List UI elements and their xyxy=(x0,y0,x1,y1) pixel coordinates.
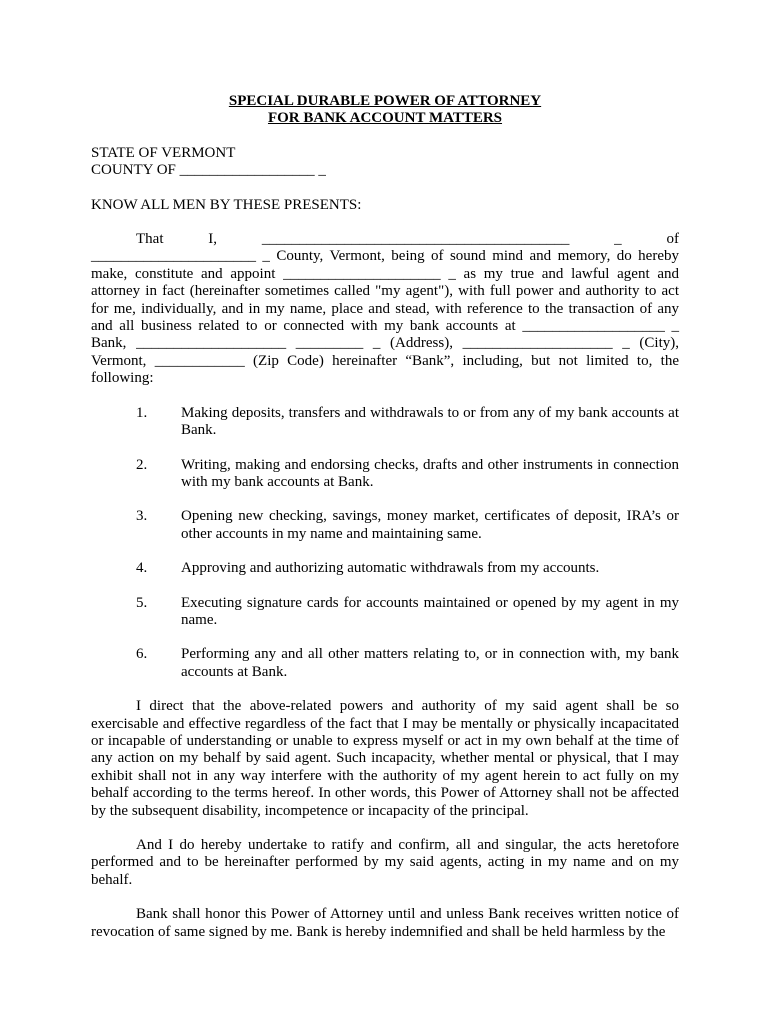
list-item-number: 1. xyxy=(136,404,148,421)
list-item xyxy=(91,560,679,577)
list-item-text: Writing, making and endorsing checks, drafts and other instruments in connection with my bank accounts at Bank. xyxy=(181,456,679,490)
list-item xyxy=(91,595,679,630)
list-item-text: Opening new checking, savings, money market, certificates of deposit, IRA’s or other accounts in my name and maintaining same. xyxy=(181,508,679,542)
intro-line: KNOW ALL MEN BY THESE PRESENTS: xyxy=(91,196,362,213)
list-item-number: 4. xyxy=(136,560,148,577)
list-item xyxy=(91,457,679,492)
list-item xyxy=(91,646,679,681)
list-item xyxy=(91,508,679,543)
state-line: STATE OF VERMONT xyxy=(91,144,236,161)
list-item-text: Approving and authorizing automatic withdrawals from my accounts. xyxy=(181,560,600,577)
list-item-number: 2. xyxy=(136,456,148,473)
appointment-paragraph: That I, _________________________________________ _ of ______________________ _ County, Vermont, being of sound mind and memory, do hereby make, constitute and appoint _____________________ _ as my true and lawful agent and attorney in fact (hereinafter sometimes called "my agent"), with full power and authority to act for me, individually, and in my name, place and stead, with reference to the transaction of any and all business related to or connected with my bank accounts at ___________________ _ Bank, ____________________ _________ _ (Address), ____________________ _ (City), Vermont, ____________ (Zip Code) hereinafter “Bank”, including, but not limited to, the following: xyxy=(91,231,679,387)
county-line: COUNTY OF __________________ _ xyxy=(91,162,326,179)
document-body xyxy=(91,93,679,941)
document-title-line2: FOR BANK ACCOUNT MATTERS xyxy=(267,110,503,127)
list-item-text: Making deposits, transfers and withdrawals to or from any of my bank accounts at Bank. xyxy=(181,404,679,439)
ratify-paragraph: And I do hereby undertake to ratify and confirm, all and singular, the acts heretofore performed and to be hereinafter performed by my said agents, acting in my name and on my behalf. xyxy=(91,837,679,888)
list-item-number: 6. xyxy=(136,646,148,663)
list-item xyxy=(91,405,679,440)
document-title-line1: SPECIAL DURABLE POWER OF ATTORNEY xyxy=(228,93,542,109)
list-item-number: 3. xyxy=(136,508,148,525)
list-item-text: Executing signature cards for accounts maintained or opened by my agent in my name. xyxy=(181,594,679,628)
powers-list xyxy=(91,405,679,681)
durability-paragraph: I direct that the above-related powers and authority of my said agent shall be so exercisable and effective regardless of the fact that I may be mentally or physically incapacitated or incapable of understanding or unable to express myself or act in my own behalf at the time of any action on my behalf by said agent. Such incapacity, whether mental or physical, that I may exhibit shall not in any way interfere with the authority of my agent herein to act fully on my behalf according to the terms hereof. In other words, this Power of Attorney shall not be affected by the subsequent disability, incompetence or incapacity of the principal. xyxy=(91,698,679,819)
list-item-number: 5. xyxy=(136,594,148,611)
venue-block xyxy=(91,145,679,180)
list-item-text: Performing any and all other matters relating to, or in connection with, my bank accounts at Bank. xyxy=(181,646,679,680)
honor-paragraph: Bank shall honor this Power of Attorney until and unless Bank receives written notice of revocation of same signed by me. Bank is hereby indemnified and shall be held harmless by the xyxy=(91,906,679,940)
